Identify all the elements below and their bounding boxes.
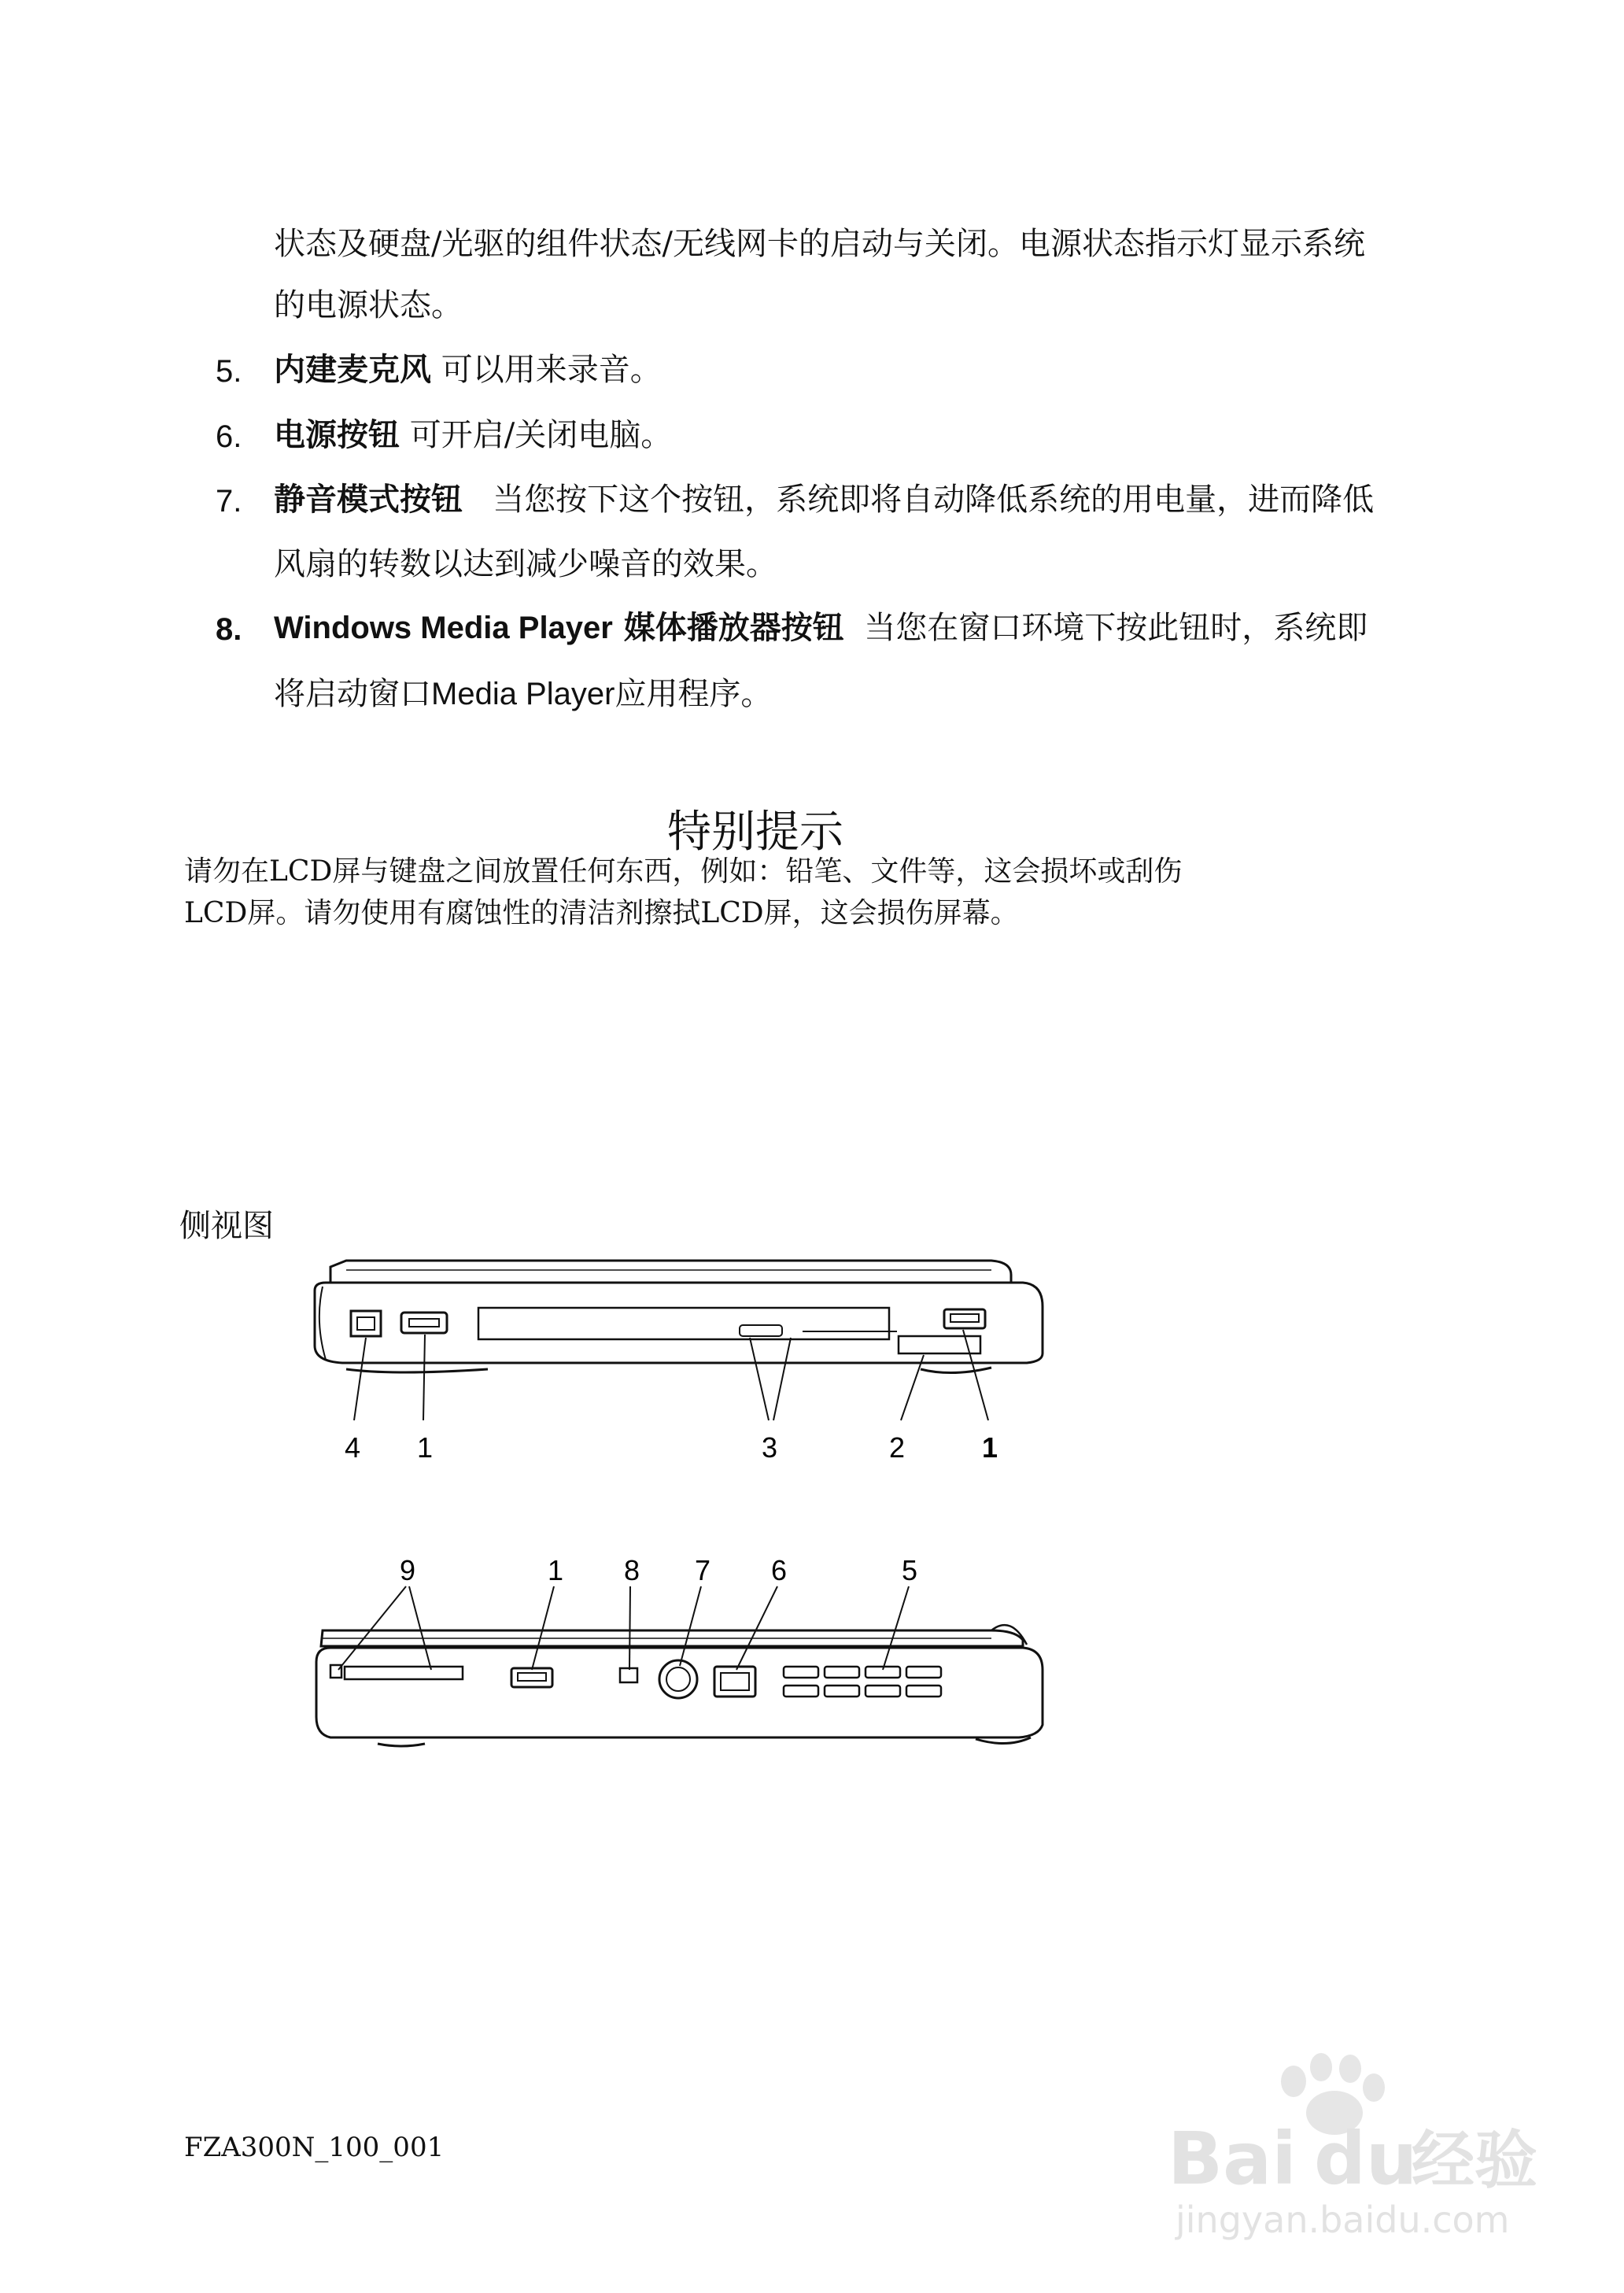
item-8-cont-en: Media Player <box>431 677 615 711</box>
item-number-5: 5. <box>216 354 242 389</box>
watermark-brand2: du <box>1314 2117 1418 2201</box>
item-6-desc: 可开启/关闭电脑。 <box>400 417 673 453</box>
top-label-4: 4 <box>345 1431 361 1464</box>
item-7-desc: 当您按下这个按钮，系统即将自动降低系统的用电量，进而降低 <box>463 482 1375 518</box>
side-view-heading: 侧视图 <box>179 1208 274 1244</box>
top-label-1-left: 1 <box>417 1431 434 1464</box>
bottom-label-8: 8 <box>624 1554 640 1586</box>
item-8-continuation <box>274 678 772 710</box>
intro-line-2: 的电源状态。 <box>274 287 463 323</box>
document-code: FZA300N_100_001 <box>184 2132 445 2163</box>
notice-line-2: LCD屏。请勿使用有腐蚀性的清洁剂擦拭LCD屏，这会损伤屏幕。 <box>184 897 1019 929</box>
top-label-2: 2 <box>889 1431 906 1464</box>
item-8-cont-pre: 将启动窗口 <box>274 676 431 712</box>
top-label-1-right: 1 <box>982 1431 998 1464</box>
item-8 <box>274 609 1368 646</box>
item-number-7: 7. <box>216 484 242 519</box>
item-7-continuation: 风扇的转数以达到减少噪音的效果。 <box>274 546 777 582</box>
item-6-title: 电源按钮 <box>274 416 400 453</box>
item-number-6: 6. <box>216 419 242 454</box>
bottom-label-9: 9 <box>400 1554 416 1586</box>
watermark-brand: Bai <box>1168 2117 1297 2201</box>
side-view-top-figure <box>299 1243 1054 1503</box>
watermark-cn: 经验 <box>1412 2124 1537 2197</box>
notice-line-1: 请勿在LCD屏与键盘之间放置任何东西，例如：铅笔、文件等，这会损坏或刮伤 <box>184 855 1183 888</box>
item-6 <box>274 416 673 453</box>
item-5 <box>274 351 662 388</box>
intro-line-1: 状态及硬盘/光驱的组件状态/无线网卡的启动与关闭。电源状态指示灯显示系统 <box>274 226 1365 262</box>
bottom-label-1: 1 <box>548 1554 564 1586</box>
bottom-label-6: 6 <box>771 1554 788 1586</box>
bottom-label-5: 5 <box>902 1554 918 1586</box>
item-8-title-en: Windows Media Player <box>274 611 613 645</box>
notice-title: 特别提示 <box>667 807 843 858</box>
bottom-label-7: 7 <box>695 1554 711 1586</box>
item-5-desc: 可以用来录音。 <box>431 352 662 388</box>
item-8-cont-post: 应用程序。 <box>615 676 773 712</box>
top-label-3: 3 <box>762 1431 778 1464</box>
item-8-title: 媒体播放器按钮 <box>612 609 844 646</box>
item-number-8: 8. <box>216 612 242 647</box>
item-7 <box>274 481 1375 518</box>
item-7-title: 静音模式按钮 <box>274 481 463 518</box>
side-view-bottom-figure <box>299 1552 1054 1788</box>
baidu-jingyan-watermark <box>1160 2050 1569 2247</box>
watermark-url: jingyan.baidu.com <box>1176 2199 1510 2241</box>
item-8-desc: 当您在窗口环境下按此钮时，系统即 <box>843 610 1368 646</box>
item-5-title: 内建麦克风 <box>274 351 431 388</box>
